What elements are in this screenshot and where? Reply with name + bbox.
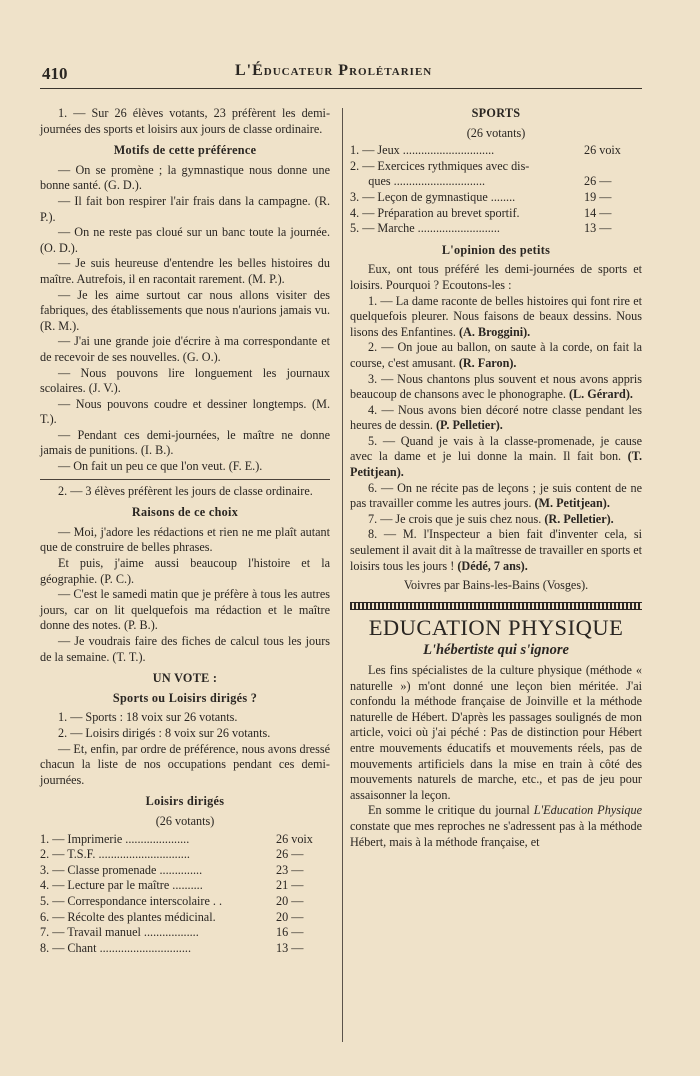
row-value: 13 —: [276, 940, 304, 955]
section-heading: L'opinion des petits: [441, 242, 551, 257]
row-value: 20 —: [276, 909, 304, 924]
list-item: — Je voudrais faire des fiches de calcul tous les jours de la semaine. (T. T.).: [40, 634, 330, 664]
list-item: 2. — Loisirs dirigés : 8 voix sur 26 votants.: [58, 725, 271, 740]
list-row: [350, 159, 642, 175]
list-item: [350, 481, 642, 512]
list-row: [350, 190, 642, 206]
item-text: 8. — M. l'Inspecteur a bien fait d'inventer cela, si seulement il avait dit à la maîtresse de travailler en sports et loisirs tous les jours !: [350, 527, 642, 573]
paragraph: [350, 803, 642, 850]
row-value: 19 —: [584, 189, 612, 204]
list-item: [350, 512, 642, 528]
paragraph: 2. — 3 élèves préfèrent les jours de classe ordinaire.: [58, 483, 313, 498]
sports-list: [350, 143, 642, 237]
section-title: EDUCATION PHYSIQUE: [368, 614, 624, 640]
list-item: — Je suis heureuse d'entendre les belles histoires du maître. Autrefois, il en racontait rarement. (M. P.).: [40, 256, 330, 286]
article-title: L'hébertiste qui s'ignore: [423, 642, 569, 659]
row-label: 7. — Travail manuel ..................: [40, 925, 199, 940]
list-item: — Nous pouvons lire longuement les journaux scolaires. (J. V.).: [40, 365, 330, 396]
section-heading: Raisons de ce choix: [131, 505, 239, 520]
list-item: 1. — Sports : 18 voix sur 26 votants.: [58, 710, 238, 725]
list-item: [350, 340, 642, 371]
list-item: — Il fait bon respirer l'air frais dans la campagne. (R. P.).: [40, 193, 330, 224]
motifs-list: [40, 163, 330, 475]
item-text: 6. — On ne récite pas de leçons ; je suis content de ne pas travailler comme les autres jours.: [350, 480, 642, 511]
loisirs-list: [40, 832, 330, 957]
row-label: 1. — Imprimerie .....................: [40, 831, 190, 846]
item-text: 4. — Nous avons bien décoré notre classe pendant les heures de dessin.: [350, 402, 642, 433]
list-item: [350, 294, 642, 341]
signature: (R. Faron).: [458, 355, 517, 370]
signature: (R. Pelletier).: [544, 511, 614, 526]
column-divider: [342, 108, 343, 1042]
row-label: 2. — T.S.F. ..............................: [40, 847, 190, 862]
row-value: 20 —: [276, 893, 304, 908]
section-heading: SPORTS: [471, 106, 521, 120]
paragraph: Eux, ont tous préféré les demi-journées de sports et loisirs. Pourquoi ? Ecoutons-les :: [350, 262, 642, 292]
running-title: L'Éducateur Prolétarien: [235, 62, 433, 79]
item-text: 1. — La dame raconte de belles histoires qui font rire et quelquefois pleurer. Nous faisons de beaux dessins. Nous lisons des Enfantines.: [350, 293, 642, 339]
list-row: [40, 878, 330, 894]
list-row: [350, 221, 642, 237]
item-text: 3. — Nous chantons plus souvent et nous avons appris beaucoup de chansons avec le phonographe.: [350, 371, 642, 402]
list-item: — On fait un peu ce que l'on veut. (F. E.).: [58, 459, 263, 474]
list-item: — On ne reste pas cloué sur un banc toute la journée. (O. D.).: [40, 225, 330, 255]
row-value: 26 voix: [276, 831, 313, 846]
list-item: — Et, enfin, par ordre de préférence, nous avons dressé chacun la liste de nos occupations pendant ces demi-journées.: [40, 741, 330, 787]
list-row: [40, 910, 330, 926]
row-label: 5. — Correspondance interscolaire . .: [40, 893, 223, 908]
section-subheading: Sports ou Loisirs dirigés ?: [112, 690, 258, 705]
section-heading: Loisirs dirigés: [145, 794, 225, 809]
list-row: [350, 206, 642, 222]
signature: (A. Broggini).: [459, 324, 531, 339]
list-row: [350, 143, 642, 159]
page-header: [40, 62, 642, 89]
row-value: 26 —: [276, 847, 304, 862]
dotted-rule: [350, 602, 642, 610]
signoff: Voivres par Bains-les-Bains (Vosges).: [403, 578, 589, 593]
row-value: 14 —: [584, 205, 612, 220]
list-item: — J'ai une grande joie d'écrire à ma correspondante et de recevoir de ses nouvelles. (G. O.).: [40, 334, 330, 364]
row-value: [580, 159, 642, 175]
row-label: 1. — Jeux ..............................: [350, 143, 495, 158]
list-row: [40, 941, 330, 957]
votants-note: (26 votants): [155, 813, 215, 828]
list-item: [350, 403, 642, 434]
row-label: 4. — Lecture par le maître ..........: [40, 878, 203, 893]
divider: [40, 479, 330, 480]
signature: (T. Petitjean).: [350, 449, 642, 480]
list-item: — Nous pouvons coudre et dessiner longtemps. (M. T.).: [40, 396, 330, 427]
list-row: [40, 832, 330, 848]
row-label: 3. — Classe promenade ..............: [40, 862, 203, 877]
signature: (P. Pelletier).: [435, 418, 503, 433]
row-label: ques ..............................: [350, 174, 486, 189]
signature: (L. Gérard).: [568, 387, 633, 402]
votants-note: (26 votants): [466, 125, 526, 140]
journal-title: L'Education Physique: [533, 803, 642, 818]
row-label: 8. — Chant ..............................: [40, 940, 191, 955]
row-value: 13 —: [584, 221, 612, 236]
text-run: constate que mes reproches ne s'adressent pas à la méthode Hébert, mais à la méthode française, et: [350, 818, 642, 849]
page-number: 410: [42, 64, 68, 83]
text-run: En somme le critique du journal: [368, 803, 534, 818]
row-label: 5. — Marche ...........................: [350, 221, 500, 236]
right-column: [350, 106, 642, 850]
item-text: 7. — Je crois que je suis chez nous.: [368, 511, 542, 526]
row-label: 6. — Récolte des plantes médicinal.: [40, 909, 216, 924]
list-row: [40, 894, 330, 910]
paragraph: Les fins spécialistes de la culture physique (méthode « naturelle ») m'ont donné une leçon bien méritée. J'ai confondu la méthode française de Joinville et la méthode naturelle de Hébert. D'après les passages soulignés de mon article, voici où j'ai péché : Pas de distinction pour Hébert entre mouvements éducatifs et mouvements réels, pas de mouvements artificiels dans la mise en train à côté des mouvements naturels de marche, etc., et pas de jeu pour assaisonner la leçon.: [350, 663, 642, 802]
list-item: [350, 372, 642, 403]
list-row: [40, 925, 330, 941]
list-item: — Je les aime surtout car nous allons visiter des fabriques, des établissements que nous n'aurions jamais vu. (R. M.).: [40, 287, 330, 333]
list-row: [350, 174, 642, 190]
row-value: 23 —: [276, 862, 304, 877]
signature: (M. Petitjean).: [534, 496, 610, 511]
row-value: 21 —: [276, 878, 304, 893]
left-column: [40, 106, 330, 956]
list-item: — Moi, j'adore les rédactions et rien ne me plaît autant que de construire de belles phrases.: [40, 524, 330, 555]
paragraph: 1. — Sur 26 élèves votants, 23 préfèrent les demi-journées des sports et loisirs aux jours de classe ordinaire.: [40, 106, 330, 136]
item-text: 2. — On joue au ballon, on saute à la corde, on fait la course, c'est amusant.: [350, 340, 642, 370]
list-item: — C'est le samedi matin que je préfère à tous les autres jours, car on lit quelquefois ma rédaction et le maître donne des notes. (P. B.).: [40, 587, 330, 633]
row-label: 2. — Exercices rythmiques avec dis-: [350, 158, 530, 173]
row-label: 3. — Leçon de gymnastique ........: [350, 189, 516, 204]
list-item: Et puis, j'aime aussi beaucoup l'histoire et la géographie. (P. C.).: [40, 556, 330, 586]
signature: (Dédé, 7 ans).: [457, 558, 528, 573]
row-value: 16 —: [276, 925, 304, 940]
row-value: 26 voix: [584, 143, 621, 158]
item-text: 5. — Quand je vais à la classe-promenade, je cause avec la dame et je lui donne la main. Il fait bon.: [350, 433, 642, 464]
section-heading: UN VOTE :: [152, 671, 218, 686]
list-row: [40, 847, 330, 863]
list-row: [40, 863, 330, 879]
list-item: — Pendant ces demi-journées, le maître ne donne jamais de punitions. (I. B.).: [40, 427, 330, 458]
row-value: 26 —: [584, 174, 612, 189]
section-heading: Motifs de cette préférence: [113, 143, 257, 158]
list-item: [350, 434, 642, 481]
list-item: [350, 527, 642, 574]
row-label: 4. — Préparation au brevet sportif.: [350, 205, 520, 220]
list-item: — On se promène ; la gymnastique nous donne une bonne santé. (G. D.).: [40, 162, 330, 193]
